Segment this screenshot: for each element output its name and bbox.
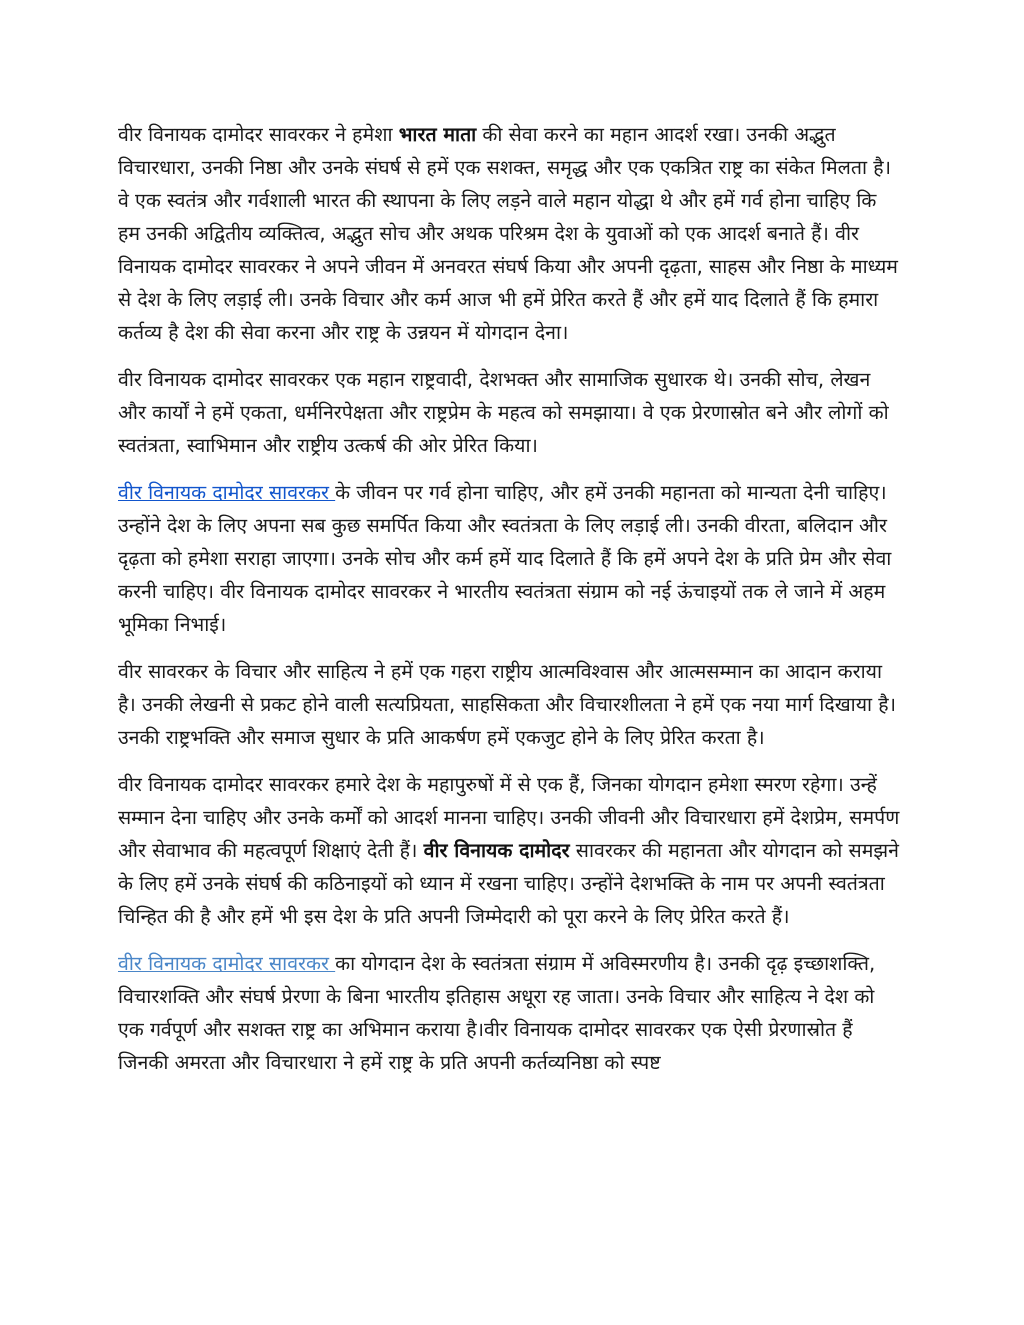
- paragraph-4: [118, 655, 902, 754]
- paragraph-5: [118, 768, 902, 933]
- paragraph-6: [118, 947, 902, 1079]
- paragraph-5-text-rest: सावरकर की महानता और योगदान को समझने के लिए हमें उनके संघर्ष की कठिनाइयों को ध्यान में रखना चाहिए। उन्होंने देशभक्ति के नाम पर अपनी स्वतंत्रता चिन्हित की है और हमें भी इस देश के प्रति अपनी जिम्मेदारी को पूरा करने के लिए प्रेरित करते हैं।: [118, 839, 899, 928]
- paragraph-3-text: के जीवन पर गर्व होना चाहिए, और हमें उनकी महानता को मान्यता देनी चाहिए। उन्होंने देश के लिए अपना सब कुछ समर्पित किया और स्वतंत्रता के लिए लड़ाई ली। उनकी वीरता, बलिदान और दृढ़ता को हमेशा सराहा जाएगा। उनके सोच और कर्म हमें याद दिलाते हैं कि हमें अपने देश के प्रति प्रेम और सेवा करनी चाहिए। वीर विनायक दामोदर सावरकर ने भारतीय स्वतंत्रता संग्राम को नई ऊंचाइयों तक ले जाने में अहम भूमिका निभाई।: [118, 481, 892, 636]
- paragraph-5-text-start: वीर विनायक दामोदर सावरकर हमारे देश के महापुरुषों में से एक हैं, जिनका योगदान हमेशा स्मरण रहेगा। उन्हें सम्मान देना चाहिए और उनके कर्मों को आदर्श मानना चाहिए। उनकी जीवनी और विचारधारा हमें देशप्रेम, समर्पण और सेवाभाव की महत्वपूर्ण शिक्षाएं देती हैं।: [118, 773, 900, 862]
- document-page: [118, 118, 902, 1097]
- paragraph-6-text: का योगदान देश के स्वतंत्रता संग्राम में अविस्मरणीय है। उनकी दृढ़ इच्छाशक्ति, विचारशक्ति और संघर्ष प्रेरणा के बिना भारतीय इतिहास अधूरा रह जाता। उनके विचार और साहित्य ने देश को एक गर्वपूर्ण और सशक्त राष्ट्र का अभिमान कराया है।वीर विनायक दामोदर सावरकर एक ऐसी प्रेरणास्रोत हैं जिनकी अमरता और विचारधारा ने हमें राष्ट्र के प्रति अपनी कर्तव्यनिष्ठा को स्पष्ट: [118, 952, 876, 1074]
- paragraph-2: [118, 363, 902, 462]
- paragraph-2-text: वीर विनायक दामोदर सावरकर एक महान राष्ट्रवादी, देशभक्त और सामाजिक सुधारक थे। उनकी सोच, लेखन और कार्यों ने हमें एकता, धर्मनिरपेक्षता और राष्ट्रप्रेम के महत्व को समझाया। वे एक प्रेरणास्रोत बने और लोगों को स्वतंत्रता, स्वाभिमान और राष्ट्रीय उत्कर्ष की ओर प्रेरित किया।: [118, 368, 889, 457]
- paragraph-3: [118, 476, 902, 641]
- paragraph-1: [118, 118, 902, 349]
- bold-veer-vinayak-damodar: वीर विनायक दामोदर: [423, 839, 570, 862]
- paragraph-1-text-start: वीर विनायक दामोदर सावरकर ने हमेशा: [118, 123, 399, 146]
- savarkar-link-1[interactable]: वीर विनायक दामोदर सावरकर: [118, 481, 336, 504]
- paragraph-4-text: वीर सावरकर के विचार और साहित्य ने हमें एक गहरा राष्ट्रीय आत्मविश्वास और आत्मसम्मान का आदान कराया है। उनकी लेखनी से प्रकट होने वाली सत्यप्रियता, साहसिकता और विचारशीलता ने हमें एक नया मार्ग दिखाया है। उनकी राष्ट्रभक्ति और समाज सुधार के प्रति आकर्षण हमें एकजुट होने के लिए प्रेरित करता है।: [118, 660, 897, 749]
- savarkar-link-2[interactable]: वीर विनायक दामोदर सावरकर: [118, 952, 336, 975]
- bold-bharat-mata: भारत माता: [398, 123, 477, 146]
- paragraph-1-text-rest: की सेवा करने का महान आदर्श रखा। उनकी अद्भुत विचारधारा, उनकी निष्ठा और उनके संघर्ष से हमें एक सशक्त, समृद्ध और एक एकत्रित राष्ट्र का संकेत मिलता है। वे एक स्वतंत्र और गर्वशाली भारत की स्थापना के लिए लड़ने वाले महान योद्धा थे और हमें गर्व होना चाहिए कि हम उनकी अद्वितीय व्यक्तित्व, अद्भुत सोच और अथक परिश्रम देश के युवाओं को एक आदर्श बनाते हैं। वीर विनायक दामोदर सावरकर ने अपने जीवन में अनवरत संघर्ष किया और अपनी दृढ़ता, साहस और निष्ठा के माध्यम से देश के लिए लड़ाई ली। उनके विचार और कर्म आज भी हमें प्रेरित करते हैं और हमें याद दिलाते हैं कि हमारा कर्तव्य है देश की सेवा करना और राष्ट्र के उन्नयन में योगदान देना।: [118, 123, 898, 344]
